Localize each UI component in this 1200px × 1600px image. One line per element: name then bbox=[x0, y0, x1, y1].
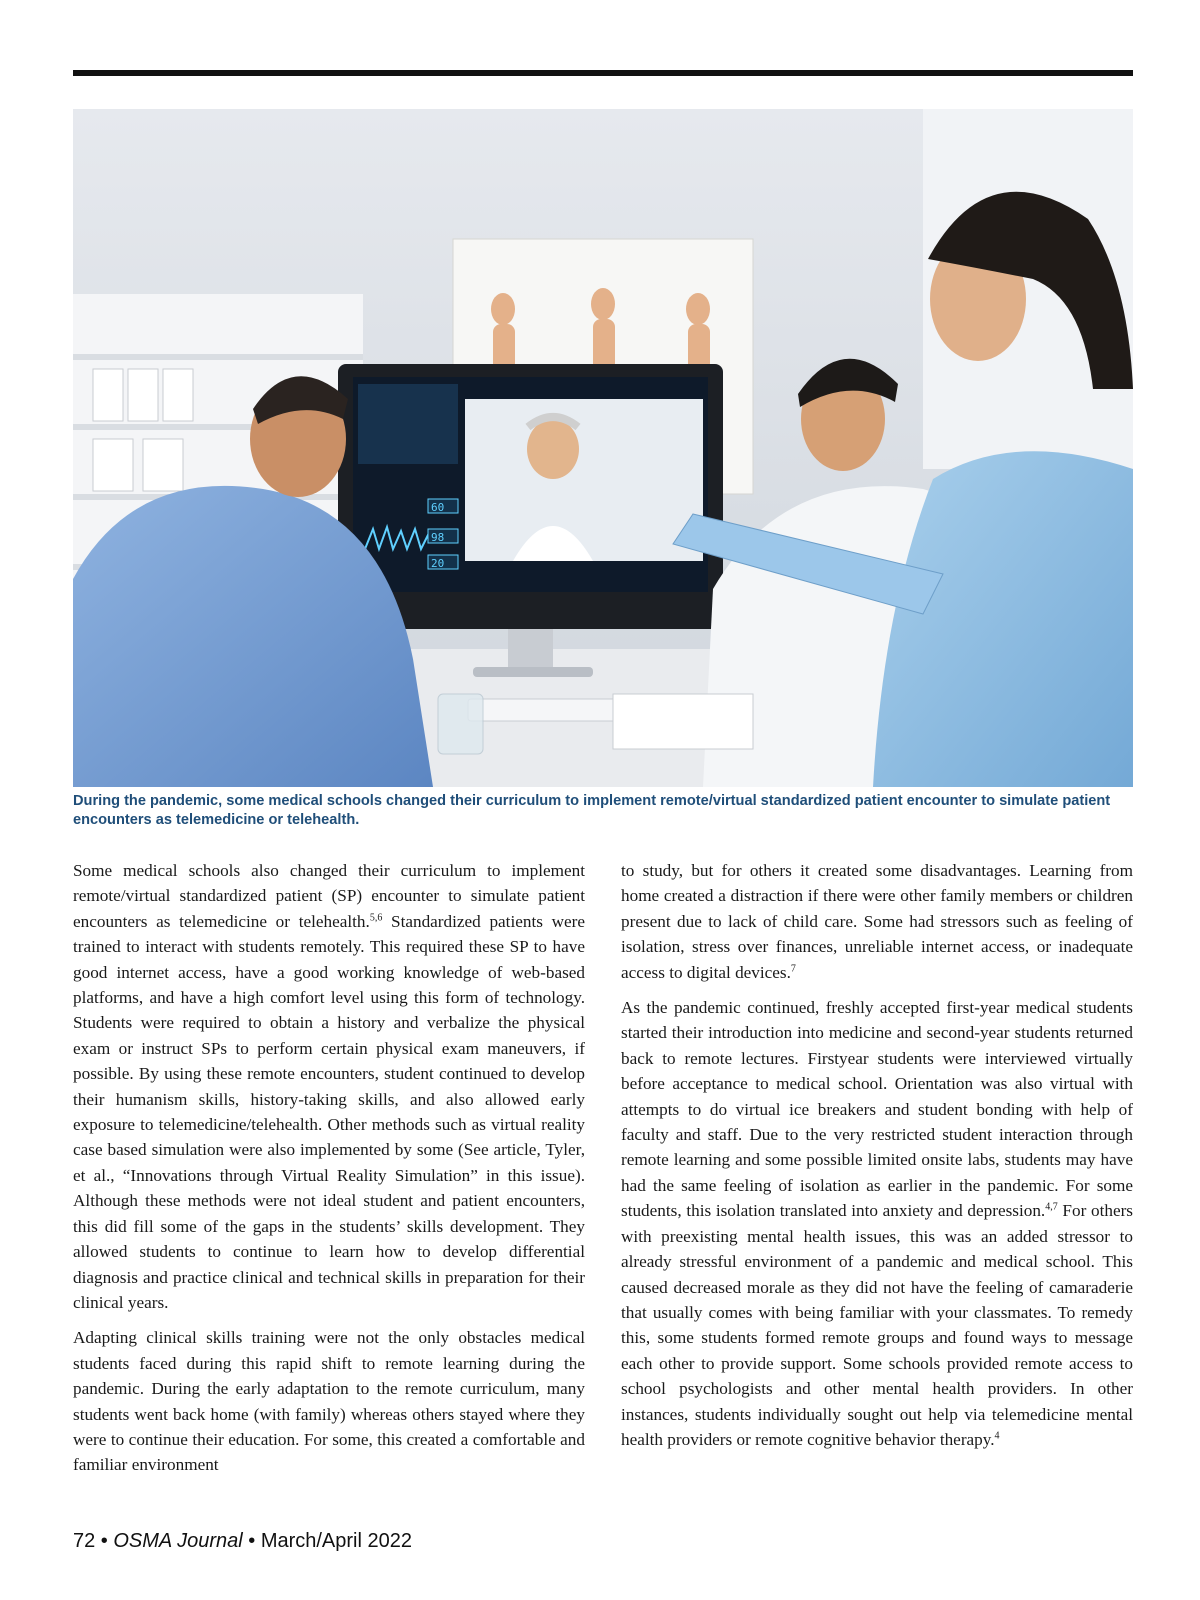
monitor-readout: 98 bbox=[431, 531, 445, 544]
footer-separator: • bbox=[242, 1530, 261, 1552]
footer-separator: • bbox=[95, 1530, 114, 1552]
paragraph bbox=[621, 995, 1133, 1452]
top-rule bbox=[73, 70, 1133, 76]
photo-caption: During the pandemic, some medical schools changed their curriculum to implement remote/virtual standardized patient encounter to simulate patient encounters as telemedicine or telehealth. bbox=[73, 793, 1111, 828]
article-photo bbox=[73, 109, 1133, 787]
paragraph-text: As the pandemic continued, freshly accepted first-year medical students started their introduction into medicine and second-year students returned back to remote lectures. Firstyear students were interviewed virtually before acceptance to medical school. Orientation was also virtual with attempts to do virtual ice breakers and student bonding with help of faculty and staff. Due to the very restricted student interaction through remote learning and some possible limited onsite labs, students may have had the same feeling of isolation as earlier in the pandemic. For some students, this isolation translated into anxiety and depression. bbox=[621, 998, 1133, 1221]
right-column bbox=[621, 858, 1133, 1462]
paragraph-text: Standardized patients were trained to interact with students remotely. This required these SP to have good internet access, have a good working knowledge of web-based platforms, and have a high comfort level using this form of technology. Students were required to obtain a history and verbalize the physical exam or instruct SPs to perform certain physical exam maneuvers, if possible. By using these remote encounters, student continued to develop their humanism skills, history-taking skills, and also allowed early exposure to telemedicine/telehealth. Other methods such as virtual reality case based simulation were also implemented by some (See article, Tyler, et al., “Innovations through Virtual Reality Simulation” in this issue). Although these methods were not ideal student and patient encounters, this did fill some of the gaps in the students’ skills development. They allowed students to continue to learn how to develop differential diagnosis and practice clinical and technical skills in preparation for their clinical years. bbox=[73, 911, 586, 1312]
paragraph-text: to study, but for others it created some disadvantages. Learning from home created a distraction if there were other family members or children present due to lack of child care. Some had stressors such as feeling of isolation, stress over finances, unreliable internet access, or inadequate access to digital devices. bbox=[621, 861, 1133, 982]
left-column bbox=[73, 858, 585, 1488]
telemedicine-photo-icon bbox=[73, 109, 1133, 787]
journal-name: OSMA Journal bbox=[113, 1530, 243, 1552]
paragraph bbox=[73, 858, 585, 1315]
reference-superscript: 4 bbox=[994, 1430, 1000, 1442]
reference-superscript: 4,7 bbox=[1045, 1201, 1058, 1213]
issue-date: March/April 2022 bbox=[260, 1530, 412, 1552]
page-footer bbox=[73, 1530, 412, 1553]
reference-superscript: 7 bbox=[790, 962, 796, 974]
paragraph: Adapting clinical skills training were not the only obstacles medical students faced during this rapid shift to remote learning during the pandemic. During the early adaptation to the remote curriculum, many students went back home (with family) whereas others stayed where they were to continue their education. For some, this created a comfortable and familiar environment bbox=[73, 1328, 585, 1475]
paragraph-text: For others with preexisting mental health issues, this was an added stressor to already stressful environment of a pandemic and medical school. This caused decreased morale as they did not have the feeling of camaraderie that usually comes with being familiar with your classmates. To remedy this, some students formed remote groups and found ways to message each other to provide support. Some schools provided remote access to school psychologists and other mental health providers. In other instances, students individually sought out help via telemedicine mental health providers or remote cognitive behavior therapy. bbox=[621, 1201, 1133, 1449]
paragraph bbox=[621, 858, 1133, 985]
monitor-readout: 20 bbox=[431, 557, 445, 570]
monitor-readout: 60 bbox=[431, 501, 445, 514]
reference-superscript: 5,6 bbox=[369, 912, 383, 924]
page-number: 72 bbox=[73, 1530, 96, 1552]
paragraph-text: Some medical schools also changed their curriculum to implement remote/virtual standardized patient (SP) encounter to simulate patient encounters as telemedicine or telehealth. bbox=[73, 861, 585, 931]
